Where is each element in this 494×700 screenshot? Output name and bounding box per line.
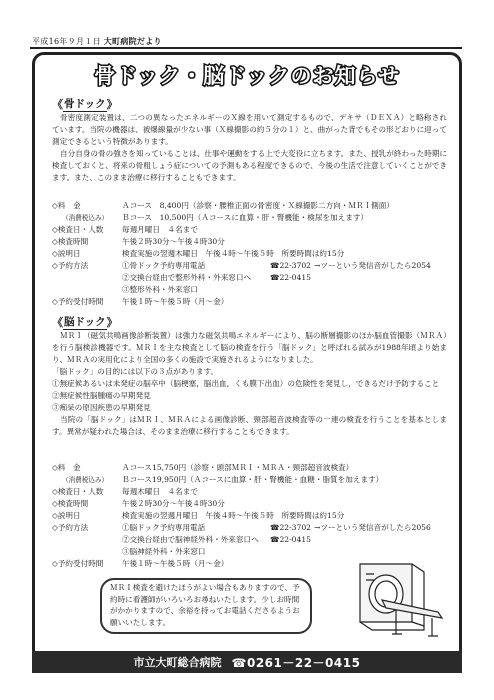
header-rule <box>30 47 462 49</box>
bone-explanation-value: 検査実施の翌週木曜日 午後４時～午後５時 所要時間は約15分 <box>122 249 345 258</box>
bone-explanation-label: ◇説明日 <box>52 249 81 258</box>
header-publication: 大町病院だより <box>103 37 162 46</box>
brain-reserve-option-3: ③脳神経外科・外来窓口 <box>122 547 206 556</box>
brain-time-label: ◇検査時間 <box>52 499 89 508</box>
heading-bracket-open: 《 <box>52 316 63 329</box>
bone-reserve-phone-2: ☎22-0415 <box>270 273 312 282</box>
bone-section-heading <box>52 96 118 112</box>
bone-reserve-option-1: ①骨ドック予約専用電話 <box>122 261 206 270</box>
page-header <box>32 36 162 47</box>
heading-bracket-close: 》 <box>106 316 118 329</box>
brain-reserve-phone-2: ☎22-0415 <box>270 535 312 544</box>
brain-day-label: ◇検査日・人数 <box>52 487 104 496</box>
brain-reserve-phone-1: ☎22-3702 <box>270 523 312 532</box>
brain-time-value: 午後２時30分～午後４時30分 <box>122 499 225 508</box>
brain-accept-value: 午後１時～午後５時（月～金） <box>122 559 229 568</box>
bone-fee-tax-note: （消費税込み） <box>62 214 109 222</box>
bone-time-value: 午後２時30分～午後４時30分 <box>122 237 225 246</box>
brain-intro-paragraph: ＭＲＩ（磁気共鳴画像診断装置）は強力な磁気共鳴エネルギーにより、脳の断層撮影のほか脳血管撮影（ＭＲＡ）を行う脳検診機器です。ＭＲＩを主な検査として脳の検査を行う「脳ドック」と呼ばれる試みが1988年頃より始まり、ＭＲＡの実用化により全国の多くの施設で実施されるようになりました。 <box>52 331 447 364</box>
bone-reserve-phone-1: ☎22-3702 <box>270 261 312 270</box>
brain-accept-label: ◇予約受付時間 <box>52 559 104 568</box>
brain-section-heading <box>52 314 118 330</box>
brain-fee-a: Ａコース15,750円（診察・頭部ＭＲＩ・ＭＲＡ・頸部超音波検査） <box>122 463 354 472</box>
page-title: 骨ドック・脳ドックのお知らせ <box>94 64 400 88</box>
brain-day-value: 毎週木曜日 ４名まで <box>122 487 198 496</box>
brain-fee-tax-note: （消費税込み） <box>62 476 109 484</box>
bone-heading-label: 骨ドック <box>64 98 106 110</box>
brain-explanation-label: ◇説明日 <box>52 511 81 520</box>
bone-day-value: 毎週月曜日 ４名まで <box>122 225 198 234</box>
bone-day-label: ◇検査日・人数 <box>52 225 104 234</box>
footer-bar <box>32 651 462 673</box>
bone-reserve-note-1: →ツーという発信音がしたら2054 <box>314 261 431 270</box>
bone-intro <box>52 112 447 184</box>
heading-bracket-open: 《 <box>52 98 63 111</box>
brain-purpose-1: ①無症候あるいは未発症の脳卒中（脳梗塞，脳出血，くも膜下出血）の危険性を発見し，できるだけ予防すること <box>52 379 440 388</box>
bone-reserve-option-2: ②交換台経由で整形外科・外来窓口へ <box>122 273 252 282</box>
bone-fee-label: ◇料 金 <box>52 201 81 210</box>
brain-purpose-2: ②無症候性脳腫瘍の早期発見 <box>52 391 151 400</box>
brain-method-paragraph: 当院の「脳ドック」はＭＲＩ、ＭＲＡによる画像診断、頸部超音波検査等の一連の検査を行うことを基本とします。異常が疑われた場合は、そのまま治療に移行することもできます。 <box>52 415 447 436</box>
brain-heading-label: 脳ドック <box>64 316 106 328</box>
heading-bracket-close: 》 <box>106 98 118 111</box>
bone-intro-paragraph-1: 骨密度測定装置は、二つの異なったエネルギーのＸ線を用いて測定するもので、デキサ（ＤＥＸＡ）と略称されています。当院の機器は、被爆線量が少ない事（Ｘ線撮影の約５分の１）と、曲がった背でもその形どおりに迎って測定できるという特徴があります。 <box>52 113 447 146</box>
brain-reserve-note-1: →ツーという発信音がしたら2056 <box>314 523 431 532</box>
bone-accept-value: 午後１時～午後５時（月～金） <box>122 297 229 306</box>
brain-purpose-3: ③痴呆の原因疾患の早期発見 <box>52 403 151 412</box>
bone-fee-b: Ｂコース 10,500円（Ａコースに血算・肝・腎機能・検尿を加えます） <box>122 213 369 222</box>
brain-explanation-value: 検査実施の翌週月曜日 午後４時～午後５時 所要時間は約15分 <box>122 511 345 520</box>
brain-reserve-option-1: ①脳ドック予約専用電話 <box>122 523 206 532</box>
brain-fee-b: Ｂコース19,950円（Ａコースに血算・肝・腎機能・血糖・脂質を加えます） <box>122 475 384 484</box>
brain-reserve-label: ◇予約方法 <box>52 523 89 532</box>
brain-reserve-option-2: ②交換台経由で脳神経外科・外来窓口へ <box>122 535 259 544</box>
brain-purpose-lead: 「脳ドック」の目的には以下の３点があります。 <box>52 367 219 376</box>
bone-intro-paragraph-2: 自分自身の骨の強さを知っていることは、仕事や運動をする上で大変役に立ちます。また、授乳が終わった時期に検査しておくと、将来の骨粗しょう症についての予測もある程度できるので、今後の生活で注意していくことができます。また、このまま治療に移行することもできます。 <box>52 149 447 182</box>
bone-fee-a: Ａコース 8,400円（診察・腰椎正面の骨密度・Ｘ線撮影二方向・ＭＲＩ側面） <box>122 201 394 210</box>
bone-reserve-label: ◇予約方法 <box>52 261 89 270</box>
bone-time-label: ◇検査時間 <box>52 237 89 246</box>
bone-reserve-option-3: ③整形外科・外来窓口 <box>122 285 198 294</box>
brain-intro <box>52 330 447 438</box>
header-date: 平成16年９月１日 <box>32 37 101 46</box>
mri-scanner-illustration <box>352 560 448 640</box>
bone-accept-label: ◇予約受付時間 <box>52 297 104 306</box>
hospital-phone[interactable]: ☎0261－22－0415 <box>231 655 361 670</box>
note-text: ＭＲＩ検査を避けたほうがよい場合もありますので、予約時に看護師がいろいろお尋ねいたします。少しお時間がかかりますので、余裕を持ってお電話くださるようお願いいたします。 <box>110 583 300 627</box>
brain-fee-label: ◇料 金 <box>52 463 81 472</box>
hospital-name: 市立大町総合病院 <box>133 656 222 669</box>
